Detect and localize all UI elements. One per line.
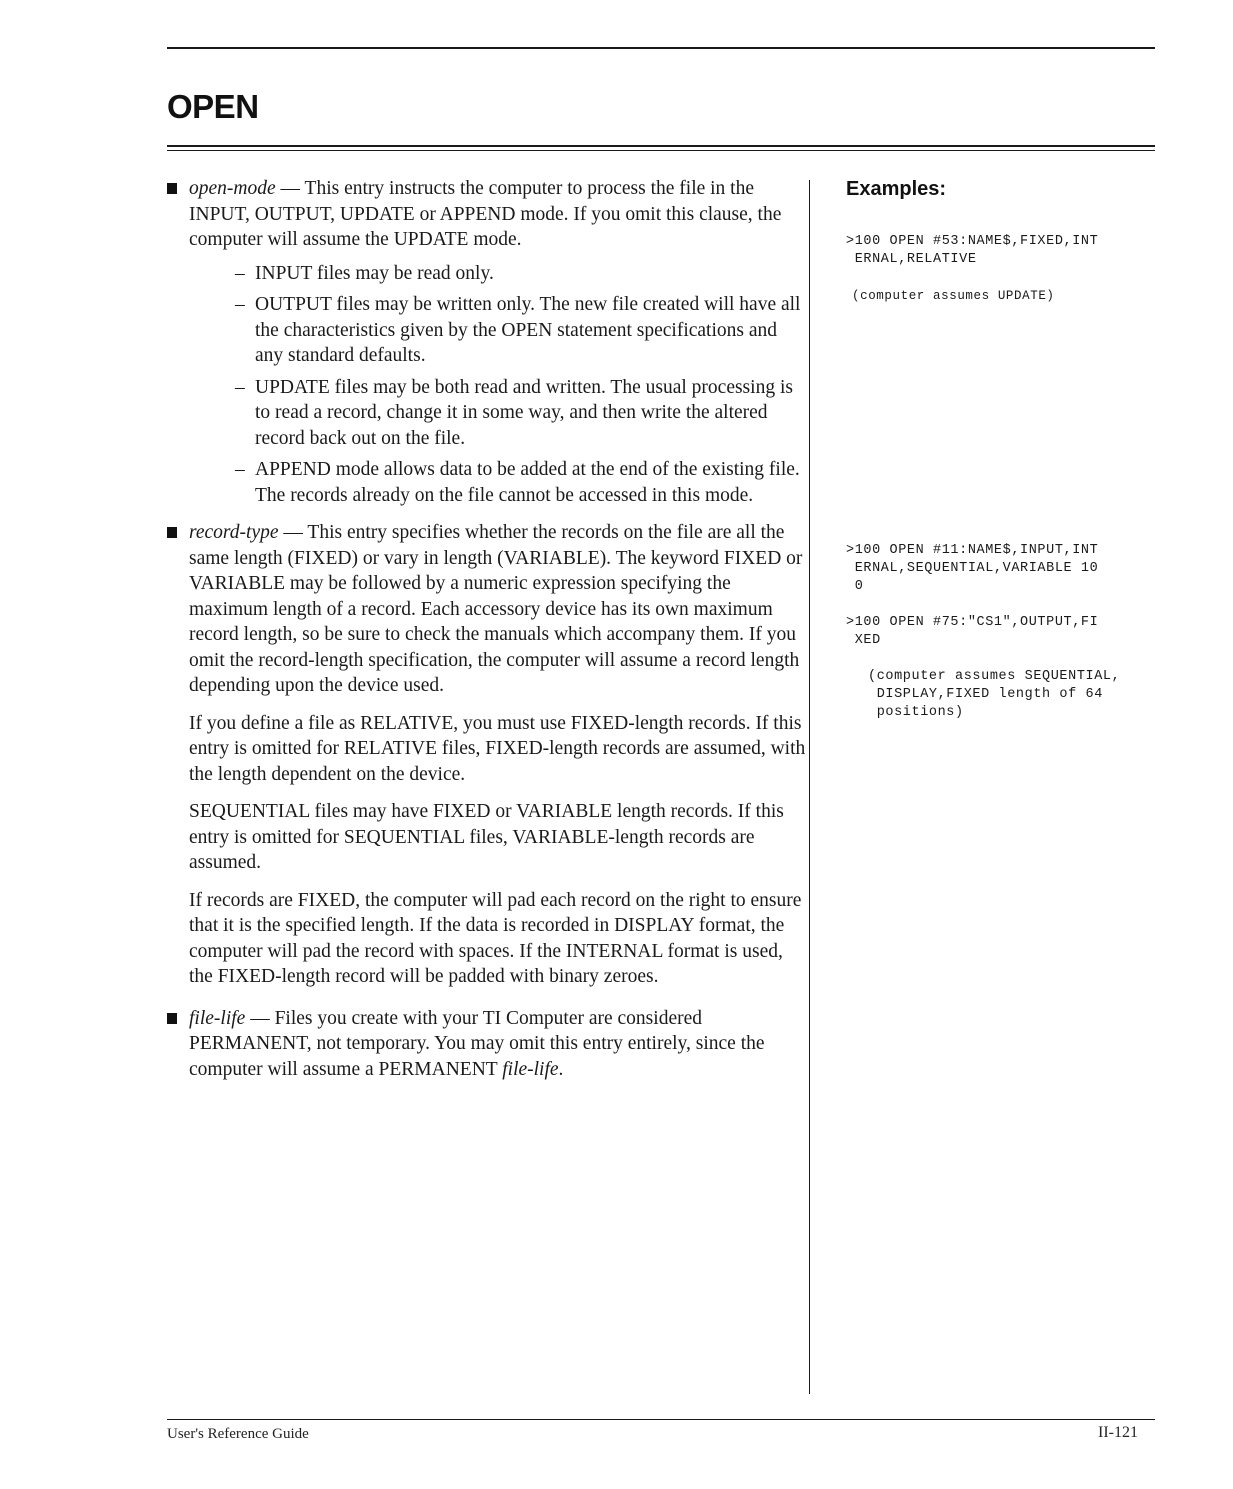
param-text: — Files you create with your TI Computer are considered PERMANENT, not temporary. You may omit this entry entirely, since the computer will assume a PERMANENT [189,1007,765,1080]
list-item-text: INPUT files may be read only. [255,262,494,284]
param-open-mode [166,176,806,508]
param-term-end: file-life [502,1058,559,1080]
title-rule-thin [167,150,1155,151]
example-note: (computer assumes SEQUENTIAL, DISPLAY,FIXED length of 64 positions) [868,669,1121,720]
column-divider [809,180,810,1394]
bullet-icon [167,1013,177,1024]
param-description [189,1006,806,1083]
param-term: record-type [189,522,279,543]
examples-heading: Examples: [846,178,947,200]
bullet-icon [167,527,177,538]
list-item-text: UPDATE files may be both read and written. The usual processing is to read a record, change it in some way, and then write the altered record back out on the file. [255,376,793,449]
description-column [166,176,806,1094]
paragraph: SEQUENTIAL files may have FIXED or VARIABLE length records. If this entry is omitted for SEQUENTIAL files, VARIABLE-length records are assumed. [189,801,784,873]
dash-icon: – [235,262,245,284]
param-text: — This entry specifies whether the records on the file are all the same length (FIXED) or vary in length (VARIABLE). The keyword FIXED or VARIABLE may be followed by a numeric expression specifying the maximum length of a record. Each accessory device has its own maximum record length, so be sure to check the manuals which accompany them. If you omit the record-length specification, the computer will assume a record length depending upon the device used. [189,522,803,696]
page-title: OPEN [167,88,259,125]
example-code: >100 OPEN #11:NAME$,INPUT,INT ERNAL,SEQUENTIAL,VARIABLE 10 0 [846,543,1099,594]
example-note: (computer assumes UPDATE) [852,289,1055,303]
footer-guide-title: User's Reference Guide [167,1426,309,1442]
example-code: >100 OPEN #53:NAME$,FIXED,INT ERNAL,RELATIVE [846,234,1099,267]
param-file-life [166,1006,806,1083]
list-item-text: OUTPUT files may be written only. The new file created will have all the characteristics given by the OPEN statement specifications and any standard defaults. [255,294,801,366]
dash-icon: – [235,376,245,398]
dash-icon: – [235,294,245,315]
dash-icon: – [235,459,245,480]
paragraph: If you define a file as RELATIVE, you must use FIXED-length records. If this entry is omitted for RELATIVE files, FIXED-length records are assumed, with the length dependent on the device. [189,712,806,785]
list-item [235,261,806,287]
bullet-icon [167,183,177,194]
param-record-type [166,520,806,699]
param-text-end: . [558,1058,564,1080]
title-rule [167,145,1155,147]
param-term: file-life [189,1007,246,1029]
param-description [189,176,806,253]
paragraph: If records are FIXED, the computer will pad each record on the right to ensure that it is the specified length. If the data is recorded in DISPLAY format, the computer will pad the record with spaces. If the INTERNAL format is used, the FIXED-length record will be padded with binary zeroes. [189,889,802,987]
list-item [235,292,806,369]
top-rule [167,47,1155,49]
footer-page-number: II-121 [1098,1424,1138,1441]
list-item-text: APPEND mode allows data to be added at the end of the existing file. The records already on the file cannot be accessed in this mode. [255,459,800,506]
list-item [235,457,806,508]
param-description [189,520,806,699]
footer-rule [167,1419,1155,1420]
example-code: >100 OPEN #75:"CS1",OUTPUT,FI XED [846,615,1099,648]
param-term: open-mode [189,178,276,199]
list-item [235,375,806,452]
examples-column [846,178,1166,720]
param-text: — This entry instructs the computer to process the file in the INPUT, OUTPUT, UPDATE or APPEND mode. If you omit this clause, the computer will assume the UPDATE mode. [189,178,782,250]
mode-list [189,261,806,509]
